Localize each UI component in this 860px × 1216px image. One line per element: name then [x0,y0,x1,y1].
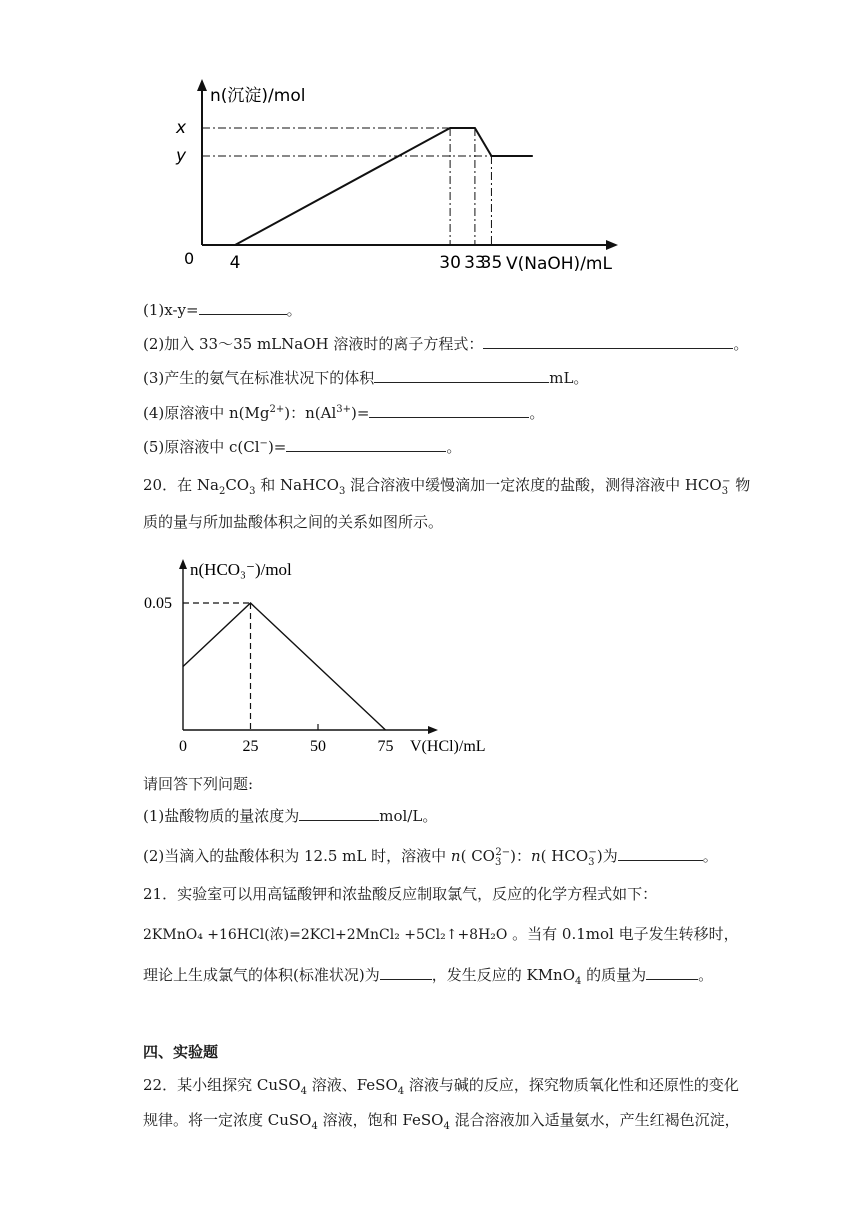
q20-ask: 请回答下列问题: [143,775,254,793]
q22-stem-line2: 规律。将一定浓度 CuSO$_4$ 溶液，饱和 FeSO$_4$ 混合溶液加入适量氨水，产生红褐色沉淀， [143,1111,740,1132]
chart2-y-ticks [144,595,172,612]
chart1-x-ticks [230,253,503,273]
chart2-x-tick-label: 25 [242,738,259,755]
q19-part3: (3)产生的氨气在标准状况下的体积 mL。 [143,369,589,387]
chart2-y-tick-label: 0.05 [144,595,172,612]
chart2-x-tick-label: 0 [179,738,187,755]
q21-question-line: 理论上生成氯气的体积(标准状况)为 ，发生反应的 KMnO$_4$ 的质量为 。 [143,966,714,987]
chart2-xlabel: V(HCl)/mL [410,738,486,755]
chart2-series-line [183,603,386,730]
bicarbonate-chart [140,553,510,758]
chart1-x-tick-label: 35 [480,253,503,273]
chart1-x-tick-label: 4 [229,253,241,273]
chart2-axes [179,559,438,734]
chart1-xlabel: V(NaOH)/mL [506,254,612,274]
q21-equation-line: 2KMnO₄ +16HCl(浓)=2KCl+2MnCl₂ +5Cl₂↑+8H₂O 。当有 0.1mol 电子发生转移时， [143,925,739,943]
precipitate-chart [170,75,640,280]
chart1-origin: 0 [184,249,195,268]
q20-part1: (1)盐酸物质的量浓度为 mol/L。 [143,807,438,825]
q19-blank2[interactable] [483,334,733,349]
q22-stem-line1: 22．某小组探究 CuSO$_4$ 溶液、FeSO$_4$ 溶液与碱的反应，探究物质氧化性和还原性的变化 [143,1076,739,1097]
q19-part5: (5)原溶液中 c(Cl−)= 。 [143,438,462,456]
q20-part2: (2)当滴入的盐酸体积为 12.5 mL 时，溶液中 n( $CO_3^{2-}$)：n( $HCO_3^-$)为 。 [143,847,718,868]
chart2-x-tick-label: 50 [310,738,326,755]
q21-stem-line1: 21．实验室可以用高锰酸钾和浓盐酸反应制取氯气，反应的化学方程式如下： [143,885,658,903]
q19-blank5[interactable] [286,437,446,452]
chart2-guide-lines [183,603,251,730]
chart1-x-tick-label: 30 [439,253,461,273]
q20-blank2[interactable] [618,846,703,861]
q19-part1: (1)x-y= 。 [143,301,302,319]
q19-blank1[interactable] [199,300,287,315]
q21-equation: 2KMnO₄ +16HCl(浓)=2KCl+2MnCl₂ +5Cl₂↑+8H₂O [143,927,508,943]
q19-blank3[interactable] [374,368,549,383]
q20-blank1[interactable] [299,806,379,821]
q19-part4: (4)原溶液中 $n(Mg^{2+})$：$n(Al^{3+})=$ 。 [143,404,545,422]
chart1-ylabel: n(沉淀)/mol [210,86,306,106]
q20-stem-line2: 质的量与所加盐酸体积之间的关系如图所示。 [143,513,444,531]
chart1-y-tick-label: x [176,118,187,138]
q21-blank2[interactable] [646,965,698,980]
chart1-guide-lines [202,128,491,245]
chart2-x-tick-label: 75 [377,738,394,755]
chart2-ylabel: n(HCO₃⁻)/mol [190,560,292,579]
q19-blank4[interactable] [369,403,529,418]
q19-part2: (2)加入 33～35 mLNaOH 溶液时的离子方程式： 。 [143,335,749,353]
section-heading: 四、实验题 [143,1043,219,1061]
chart1-x-tick-label: 33 [464,253,486,273]
q20-stem-line1: 20．在 $Na_2CO_3$ 和 NaHCO$_3$ 混合溶液中缓慢滴加一定浓度的盐酸，测得溶液中 $HCO_3^-$ 物 [143,476,751,497]
q21-blank1[interactable] [380,965,432,980]
chart1-series-line [235,128,533,245]
chart2-x-ticks [179,724,394,755]
chart1-y-ticks [175,118,187,166]
chart1-y-tick-label: y [176,146,187,166]
